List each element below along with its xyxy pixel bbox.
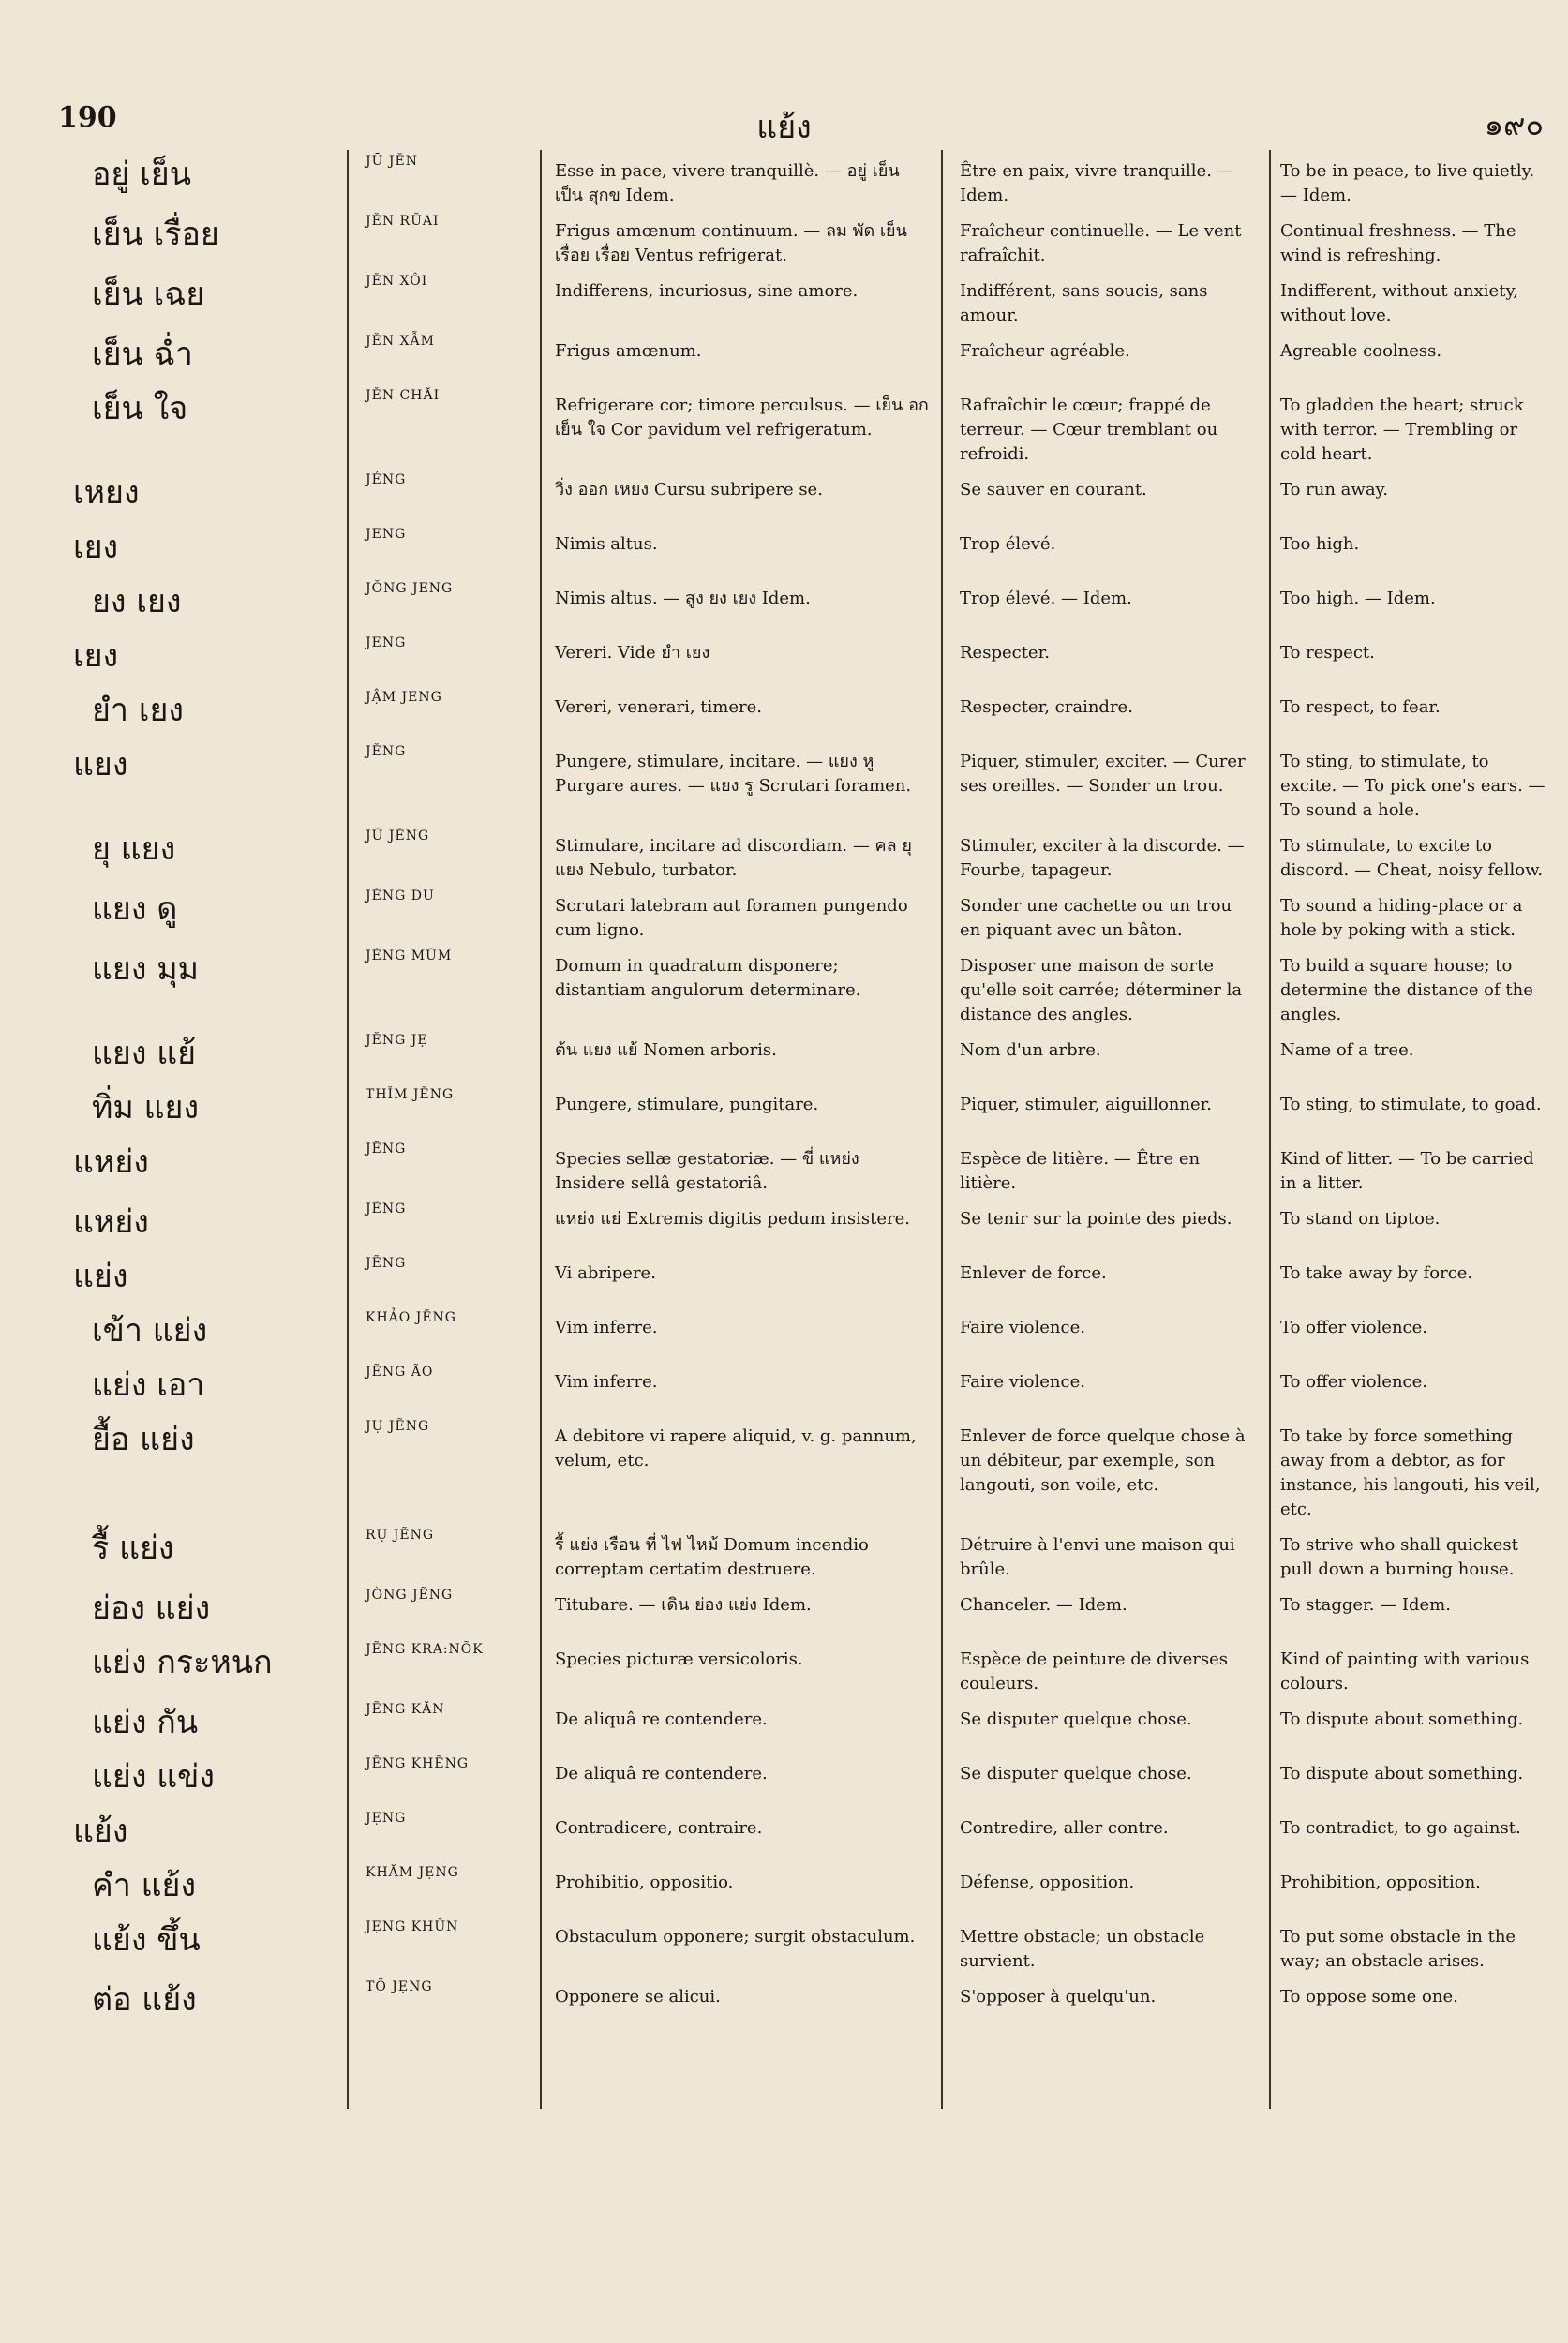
transliteration: JẼNG KĂN	[366, 1702, 445, 1717]
dictionary-entry	[47, 1359, 1558, 1413]
transliteration: JẸNG	[366, 1811, 407, 1826]
thai-headword: แย้ง ขึ้น	[92, 1921, 201, 1959]
transliteration: KHẢO JẼNG	[366, 1310, 456, 1325]
transliteration: JĔN CHĂI	[366, 388, 441, 403]
dictionary-entry	[47, 1305, 1558, 1359]
english-definition: Too high.	[1280, 534, 1360, 554]
transliteration: JẼNG	[366, 1142, 407, 1157]
french-definition: Stimuler, exciter à la discorde. — Fourbe, tapageur.	[960, 836, 1245, 880]
english-definition: To contradict, to go against.	[1280, 1818, 1521, 1838]
thai-headword: แยง มุม	[92, 950, 200, 988]
dictionary-entries	[47, 148, 1558, 2028]
english-definition: To dispute about something.	[1280, 1709, 1524, 1729]
transliteration: JĔNG JẸ	[366, 1033, 428, 1048]
latin-definition: แหย่ง แย่ Extremis digitis pedum insistere.	[555, 1209, 910, 1229]
thai-headword: แยง แย้	[92, 1035, 197, 1072]
thai-headword: ยำ เยง	[92, 692, 184, 729]
dictionary-entry	[47, 1027, 1558, 1082]
latin-definition: วิ่ง ออก เหยง Cursu subripere se.	[555, 480, 823, 500]
latin-definition: A debitore vi rapere aliquid, v. g. pannum, velum, etc.	[555, 1426, 917, 1470]
english-definition: To oppose some one.	[1280, 1987, 1458, 2007]
english-definition: To stagger. — Idem.	[1280, 1595, 1451, 1615]
transliteration: RỤ JẼNG	[366, 1528, 435, 1543]
transliteration: JŬ JĔNG	[366, 828, 430, 843]
dictionary-entry	[47, 1636, 1558, 1696]
french-definition: Trop élevé.	[960, 534, 1056, 554]
transliteration: JENG	[366, 527, 407, 542]
thai-headword: เหยง	[73, 474, 140, 512]
latin-definition: Obstaculum opponere; surgit obstaculum.	[555, 1927, 916, 1947]
english-definition: To gladden the heart; struck with terror. — Trembling or cold heart.	[1280, 395, 1524, 464]
dictionary-entry	[47, 943, 1558, 1027]
latin-definition: Esse in pace, vivere tranquillè. — อยู่ เย็น เป็น สุกข Idem.	[555, 161, 900, 205]
transliteration: JĔNG	[366, 744, 407, 759]
latin-definition: Refrigerare cor; timore perculsus. — เย็น อก เย็น ใจ Cor pavidum vel refrigeratum.	[555, 395, 929, 440]
dictionary-entry	[47, 1136, 1558, 1196]
english-definition: Kind of painting with various colours.	[1280, 1649, 1530, 1694]
transliteration: KHĂM JẸNG	[366, 1865, 459, 1880]
french-definition: Se disputer quelque chose.	[960, 1709, 1192, 1729]
transliteration: JẼNG KRA:NÕK	[366, 1642, 484, 1657]
english-definition: Continual freshness. — The wind is refreshing.	[1280, 221, 1516, 265]
thai-headword: เย็น ใจ	[92, 390, 188, 427]
thai-headword: เยง	[73, 637, 119, 675]
thai-headword: แย่ง กัน	[92, 1704, 199, 1741]
thai-headword: แย่ง กระหนก	[92, 1644, 273, 1681]
english-definition: To sting, to stimulate, to goad.	[1280, 1095, 1542, 1114]
thai-headword: ทิ่ม แยง	[92, 1089, 200, 1127]
french-definition: Sonder une cachette ou un trou en piquant avec un bâton.	[960, 896, 1232, 940]
french-definition: Trop élevé. — Idem.	[960, 589, 1132, 608]
french-definition: Fraîcheur continuelle. — Le vent rafraîchit.	[960, 221, 1242, 265]
transliteration: JẼNG ÃO	[366, 1365, 434, 1380]
thai-headword: แยง	[73, 746, 128, 783]
latin-definition: Pungere, stimulare, pungitare.	[555, 1095, 819, 1114]
transliteration: JŎNG JENG	[366, 581, 454, 596]
french-definition: Rafraîchir le cœur; frappé de terreur. — Cœur tremblant ou refroidi.	[960, 395, 1218, 464]
transliteration: JẼNG	[366, 1201, 407, 1216]
french-definition: Faire violence.	[960, 1318, 1085, 1337]
english-definition: To respect, to fear.	[1280, 697, 1441, 717]
latin-definition: Pungere, stimulare, incitare. — แยง หู Purgare aures. — แยง รู Scrutari foramen.	[555, 752, 912, 796]
french-definition: S'opposer à quelqu'un.	[960, 1987, 1157, 2007]
dictionary-entry	[47, 1413, 1558, 1522]
english-definition: To strive who shall quickest pull down a burning house.	[1280, 1535, 1518, 1579]
thai-headword: เย็น เรื่อย	[92, 216, 219, 253]
transliteration: JẬM JENG	[366, 690, 442, 705]
thai-headword: ต่อ แย้ง	[92, 1981, 197, 2019]
french-definition: Contredire, aller contre.	[960, 1818, 1169, 1838]
english-definition: Indifferent, without anxiety, without love.	[1280, 281, 1518, 325]
latin-definition: รื้ แย่ง เรือน ที่ ไฟ ไหม้ Domum incendio correptam certatim destruere.	[555, 1535, 869, 1579]
dictionary-entry	[47, 208, 1558, 268]
thai-headword: รื้ แย่ง	[92, 1530, 174, 1567]
latin-definition: Nimis altus. — สูง ยง เยง Idem.	[555, 589, 811, 608]
english-definition: To respect.	[1280, 643, 1375, 663]
transliteration: JÒNG JẼNG	[366, 1588, 454, 1603]
french-definition: Faire violence.	[960, 1372, 1085, 1392]
dictionary-entry	[47, 467, 1558, 521]
french-definition: Détruire à l'envi une maison qui brûle.	[960, 1535, 1235, 1579]
french-definition: Enlever de force quelque chose à un débiteur, par exemple, son langouti, son voile, etc.	[960, 1426, 1246, 1495]
thai-headword: ยง เยง	[92, 583, 182, 620]
english-definition: Too high. — Idem.	[1280, 589, 1436, 608]
page-heading: แย้ง	[756, 109, 812, 146]
transliteration: THĬM JĔNG	[366, 1087, 455, 1102]
thai-headword: เย็น เฉย	[92, 276, 205, 313]
latin-definition: Domum in quadratum disponere; distantiam angulorum determinare.	[555, 956, 861, 1000]
dictionary-entry	[47, 630, 1558, 684]
english-definition: Prohibition, opposition.	[1280, 1873, 1481, 1892]
english-definition: To put some obstacle in the way; an obstacle arises.	[1280, 1927, 1516, 1971]
thai-headword: แยง ดู	[92, 890, 178, 928]
english-definition: Name of a tree.	[1280, 1040, 1414, 1060]
latin-definition: De aliquâ re contendere.	[555, 1709, 768, 1729]
dictionary-entry	[47, 1974, 1558, 2028]
latin-definition: Opponere se alicui.	[555, 1987, 721, 2007]
english-definition: To stand on tiptoe.	[1280, 1209, 1441, 1229]
latin-definition: Species picturæ versicoloris.	[555, 1649, 803, 1669]
latin-definition: Frigus amœnum.	[555, 341, 702, 361]
english-definition: To sting, to stimulate, to excite. — To pick one's ears. — To sound a hole.	[1280, 752, 1546, 820]
page-number-thai: ๑๙๐	[1484, 107, 1544, 142]
english-definition: To build a square house; to determine the distance of the angles.	[1280, 956, 1533, 1024]
dictionary-entry	[47, 382, 1558, 467]
transliteration: JẸNG KHŬN	[366, 1919, 459, 1934]
dictionary-entry	[47, 328, 1558, 382]
dictionary-entry	[47, 575, 1558, 630]
thai-headword: แย่ง แข่ง	[92, 1758, 216, 1796]
french-definition: Chanceler. — Idem.	[960, 1595, 1127, 1615]
dictionary-entry	[47, 521, 1558, 575]
french-definition: Piquer, stimuler, aiguillonner.	[960, 1095, 1212, 1114]
english-definition: To offer violence.	[1280, 1372, 1427, 1392]
latin-definition: Nimis altus.	[555, 534, 658, 554]
latin-definition: Scrutari latebram aut foramen pungendo cum ligno.	[555, 896, 908, 940]
dictionary-entry	[47, 883, 1558, 943]
dictionary-entry	[47, 1250, 1558, 1305]
latin-definition: Stimulare, incitare ad discordiam. — คล ยุ แยง Nebulo, turbator.	[555, 836, 912, 880]
transliteration: JÉNG	[366, 472, 407, 487]
english-definition: To take by force something away from a debtor, as for instance, his langouti, his veil, etc.	[1280, 1426, 1541, 1519]
english-definition: Agreable coolness.	[1280, 341, 1442, 361]
thai-headword: เข้า แย่ง	[92, 1312, 208, 1350]
transliteration: JỤ JẼNG	[366, 1419, 430, 1434]
thai-headword: เย็น ฉ่ำ	[92, 336, 193, 373]
french-definition: Espèce de litière. — Être en litière.	[960, 1149, 1201, 1193]
french-definition: Espèce de peinture de diverses couleurs.	[960, 1649, 1228, 1694]
french-definition: Respecter, craindre.	[960, 697, 1133, 717]
french-definition: Se tenir sur la pointe des pieds.	[960, 1209, 1232, 1229]
french-definition: Défense, opposition.	[960, 1873, 1135, 1892]
english-definition: To offer violence.	[1280, 1318, 1427, 1337]
dictionary-entry	[47, 1805, 1558, 1859]
transliteration: JĔNG MŬM	[366, 948, 453, 963]
dictionary-entry	[47, 1751, 1558, 1805]
dictionary-entry	[47, 1082, 1558, 1136]
dictionary-entry	[47, 684, 1558, 739]
french-definition: Respecter.	[960, 643, 1050, 663]
english-definition: To sound a hiding-place or a hole by poking with a stick.	[1280, 896, 1523, 940]
transliteration: JĔN RŬAI	[366, 214, 440, 229]
latin-definition: Vim inferre.	[555, 1318, 658, 1337]
dictionary-entry	[47, 1196, 1558, 1250]
transliteration: JẼNG	[366, 1256, 407, 1271]
french-definition: Disposer une maison de sorte qu'elle soit carrée; déterminer la distance des angles.	[960, 956, 1243, 1024]
latin-definition: Prohibitio, oppositio.	[555, 1873, 734, 1892]
dictionary-entry	[47, 823, 1558, 883]
transliteration: JENG	[366, 635, 407, 650]
dictionary-entry	[47, 148, 1558, 208]
latin-definition: ต้น แยง แย้ Nomen arboris.	[555, 1040, 777, 1060]
latin-definition: Contradicere, contraire.	[555, 1818, 763, 1838]
thai-headword: ยื้อ แย่ง	[92, 1421, 195, 1458]
transliteration: JĔNG DU	[366, 888, 435, 903]
french-definition: Enlever de force.	[960, 1263, 1107, 1283]
dictionary-entry	[47, 739, 1558, 823]
transliteration: TÕ JẸNG	[366, 1979, 433, 1994]
dictionary-entry	[47, 1522, 1558, 1582]
english-definition: To stimulate, to excite to discord. — Cheat, noisy fellow.	[1280, 836, 1544, 880]
french-definition: Nom d'un arbre.	[960, 1040, 1101, 1060]
french-definition: Mettre obstacle; un obstacle survient.	[960, 1927, 1205, 1971]
transliteration: JĔN XÔI	[366, 274, 428, 289]
french-definition: Fraîcheur agréable.	[960, 341, 1130, 361]
latin-definition: Vim inferre.	[555, 1372, 658, 1392]
thai-headword: แหย่ง	[73, 1203, 149, 1241]
thai-headword: ย่อง แย่ง	[92, 1589, 211, 1627]
latin-definition: Frigus amœnum continuum. — ลม พัด เย็น เรื่อย เรื่อย Ventus refrigerat.	[555, 221, 907, 265]
latin-definition: Species sellæ gestatoriæ. — ขี่ แหย่ง Insidere sellâ gestatoriâ.	[555, 1149, 859, 1193]
dictionary-entry	[47, 1582, 1558, 1636]
page-number: 190	[58, 101, 117, 134]
dictionary-entry	[47, 1914, 1558, 1974]
french-definition: Se sauver en courant.	[960, 480, 1147, 500]
transliteration: JŪ JĔN	[366, 154, 418, 169]
thai-headword: ยุ แยง	[92, 830, 176, 868]
latin-definition: Titubare. — เดิน ย่อง แย่ง Idem.	[555, 1595, 812, 1615]
dictionary-entry	[47, 268, 1558, 328]
english-definition: To run away.	[1280, 480, 1389, 500]
thai-headword: แย่ง เอา	[92, 1366, 205, 1404]
dictionary-entry	[47, 1696, 1558, 1751]
english-definition: Kind of litter. — To be carried in a litter.	[1280, 1149, 1534, 1193]
latin-definition: Indifferens, incuriosus, sine amore.	[555, 281, 859, 301]
transliteration: JĔN XẪM	[366, 334, 435, 349]
french-definition: Indifférent, sans soucis, sans amour.	[960, 281, 1208, 325]
thai-headword: แย่ง	[73, 1258, 128, 1295]
latin-definition: Vereri, venerari, timere.	[555, 697, 762, 717]
thai-headword: แย้ง	[73, 1813, 128, 1850]
english-definition: To be in peace, to live quietly. — Idem.	[1280, 161, 1535, 205]
english-definition: To dispute about something.	[1280, 1764, 1524, 1783]
thai-headword: เยง	[73, 529, 119, 566]
latin-definition: Vereri. Vide ยำ เยง	[555, 643, 710, 663]
thai-headword: คำ แย้ง	[92, 1867, 197, 1904]
thai-headword: อยู่ เย็น	[92, 156, 191, 193]
latin-definition: Vi abripere.	[555, 1263, 656, 1283]
english-definition: To take away by force.	[1280, 1263, 1473, 1283]
latin-definition: De aliquâ re contendere.	[555, 1764, 768, 1783]
french-definition: Être en paix, vivre tranquille. — Idem.	[960, 161, 1234, 205]
french-definition: Piquer, stimuler, exciter. — Curer ses oreilles. — Sonder un trou.	[960, 752, 1246, 796]
dictionary-entry	[47, 1859, 1558, 1914]
thai-headword: แหย่ง	[73, 1143, 149, 1181]
french-definition: Se disputer quelque chose.	[960, 1764, 1192, 1783]
transliteration: JẼNG KHẼNG	[366, 1756, 470, 1771]
